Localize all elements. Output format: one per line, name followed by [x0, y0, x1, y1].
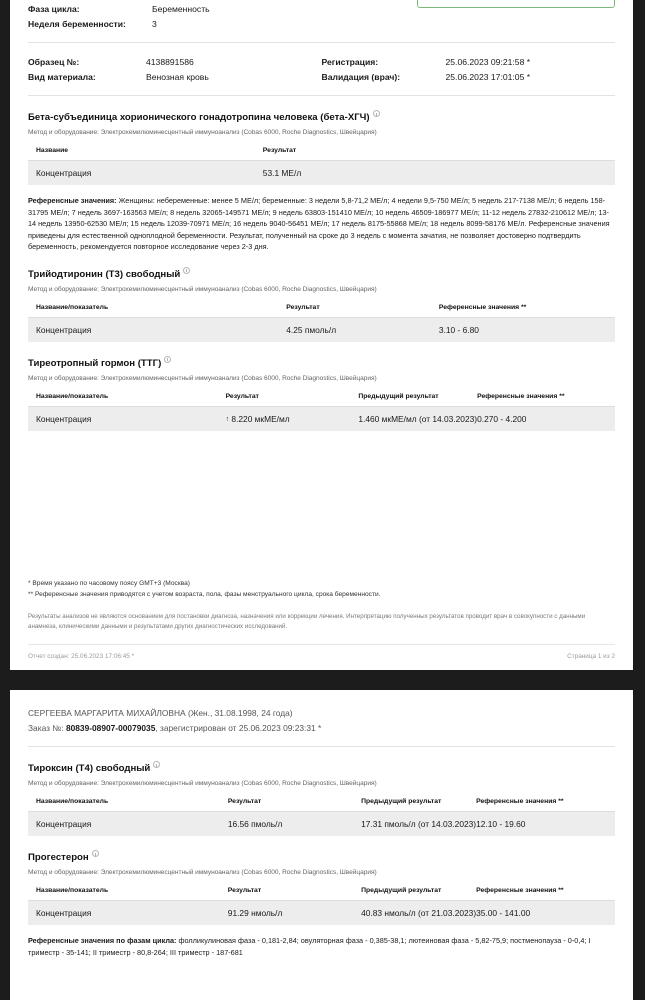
table-header-row [28, 147, 615, 161]
cycle-phase-value: Беременность [152, 4, 210, 14]
analyte-section-t3 [28, 253, 615, 342]
footnote-reference: ** Референсные значения приводятся с учетом возраста, пола, фазы менструального цикла, срока беременности. [28, 591, 381, 598]
phone-free-call-box [417, 0, 615, 8]
table-row [28, 317, 615, 342]
pregnancy-week-row [28, 17, 615, 32]
cell-name: Концентрация [28, 161, 263, 186]
sample-number-row [28, 55, 322, 70]
col-header-previous: Предыдущий результат [358, 393, 477, 407]
cell-previous: 1.460 мкМЕ/мл (от 14.03.2023) [358, 406, 477, 431]
table-header-row [28, 798, 615, 812]
table-header-row [28, 393, 615, 407]
cell-reference: 12.10 - 19.60 [476, 812, 615, 837]
analyte-title-hcg [28, 112, 615, 123]
table-row [28, 812, 615, 837]
sample-info-right [322, 55, 616, 85]
analyte-title-text: Трийодтиронин (Т3) свободный [28, 268, 181, 280]
info-icon[interactable] [164, 356, 171, 363]
col-header-reference: Референсные значения ** [476, 887, 615, 901]
cell-name: Концентрация [28, 406, 226, 431]
analyte-title-progesterone [28, 852, 615, 863]
order-label: Заказ №: [28, 723, 66, 733]
report-page-1 [10, 0, 633, 670]
divider [28, 644, 615, 645]
disclaimer-text: Результаты анализов не являются основанием для постановки диагноза, назначения или коррекции лечения. Интерпретацию полученных результатов проводит врач в совокупности с данными анамнеза, клиническими данными и результатами других диагностических исследований. [28, 613, 586, 630]
cell-result: 91.29 нмоль/л [228, 901, 361, 926]
results-table-t3 [28, 304, 615, 342]
material-label: Вид материала: [28, 72, 96, 82]
cell-result: 4.25 пмоль/л [286, 317, 439, 342]
cell-name: Концентрация [28, 812, 228, 837]
sample-number-value: 4138891586 [146, 57, 194, 67]
results-table-t4 [28, 798, 615, 836]
cell-result: 16.56 пмоль/л [228, 812, 361, 837]
reference-label: Референсные значения: [28, 196, 117, 205]
analyte-method-hcg: Метод и оборудование: Электрохемилюминесцентный иммуноанализ (Cobas 6000, Roche Diagnostics, Швейцария) [28, 129, 377, 136]
col-header-result: Результат [286, 304, 439, 318]
table-row [28, 901, 615, 926]
col-header-previous: Предыдущий результат [361, 798, 476, 812]
table-header-row [28, 887, 615, 901]
cell-result-value: 8.220 мкМЕ/мл [231, 413, 290, 424]
cell-result: 53.1 МЕ/л [263, 161, 615, 186]
col-header-name: Название/показатель [28, 393, 226, 407]
analyte-title-tsh [28, 358, 615, 369]
col-header-previous: Предыдущий результат [361, 887, 476, 901]
validation-label: Валидация (врач): [321, 72, 401, 82]
elevated-flag-icon: ↑ [225, 415, 230, 423]
col-header-name: Название/показатель [28, 304, 286, 318]
col-header-result: Результат [228, 798, 361, 812]
patient-name: СЕРГЕЕВА МАРГАРИТА МИХАЙЛОВНА (Жен., 31.08.1998, 24 года) [28, 708, 293, 718]
col-header-name: Название/показатель [28, 798, 228, 812]
analyte-title-t4 [28, 763, 615, 774]
order-number: 80839-08907-00079035 [65, 723, 156, 733]
col-header-result: Результат [226, 393, 359, 407]
analyte-title-text: Тироксин (Т4) свободный [28, 763, 151, 774]
order-info [28, 721, 615, 736]
col-header-name: Название/показатель [28, 887, 228, 901]
patient-info-block [28, 690, 615, 736]
col-header-name: Название [28, 147, 263, 161]
report-page-2 [10, 690, 633, 1000]
reference-paragraph-hcg [28, 195, 615, 253]
cell-result [226, 406, 359, 431]
info-icon[interactable] [373, 110, 380, 117]
results-table-progesterone [28, 887, 615, 925]
cell-previous: 17.31 пмоль/л (от 14.03.2023) [361, 812, 476, 837]
sample-number-label: Образец №: [28, 57, 80, 67]
col-header-reference: Референсные значения ** [439, 304, 615, 318]
footer-row [28, 653, 615, 660]
col-header-reference: Референсные значения ** [477, 393, 615, 407]
table-row [28, 406, 615, 431]
page-number-text: Страница 1 из 2 [567, 653, 615, 660]
analyte-method-progesterone: Метод и оборудование: Электрохемилюминесцентный иммуноанализ (Cobas 6000, Roche Diagnostics, Швейцария) [28, 869, 377, 876]
validation-value: 25.06.2023 17:01:05 * [445, 72, 531, 82]
material-value: Венозная кровь [146, 72, 209, 82]
footnote-timezone: * Время указано по часовому поясу GMT+3 (Москва) [28, 580, 190, 587]
table-header-row [28, 304, 615, 318]
analyte-title-text: Тиреотропный гормон (ТТГ) [28, 357, 162, 369]
analyte-title-t3 [28, 269, 615, 280]
analyte-section-hcg [28, 96, 615, 253]
cycle-phase-label: Фаза цикла: [28, 4, 80, 14]
table-row [28, 161, 615, 186]
results-table-hcg [28, 147, 615, 185]
analyte-section-progesterone [28, 836, 615, 958]
info-icon[interactable] [153, 761, 160, 768]
reference-text: Женщины: небеременные: менее 5 МЕ/л; беременные: 3 недели 5,8-71,2 МЕ/л; 4 недели 9,5-750 МЕ/л; 5 недель 217-7138 МЕ/л; 6 недель 158-31795 МЕ/л; 7 недель 3697-163563 МЕ/л; 8 недель 32065-149571 МЕ/л; 9 недель 63803-151410 МЕ/л; 10 недель 46509-186977 МЕ/л; 11-12 недель 27832-210612 МЕ/л; 13-14 недель 13950-62530 МЕ/л; 15 недель 12039-70971 МЕ/л; 16 недель 9040-56451 МЕ/л; 17 недель 8175-55868 МЕ/л; 18 недель 8099-58176 МЕ/л. Референсные значения приведены для естественной одноплодной беременности. Результат, полученный на сроке до 3 недель с момента зачатия, не позволяет достоверно подтвердить беременность, рекомендуется повторное исследование через 2-3 дня. [28, 196, 610, 252]
registration-value: 25.06.2023 09:21:58 * [445, 57, 531, 67]
col-header-result: Результат [263, 147, 615, 161]
reference-text: фолликулиновая фаза - 0,181-2,84; овуляторная фаза - 0,385-38,1; лютеиновая фаза - 5,82-75,9; постменопауза - 0-0,4; I триместр - 35-141; II триместр - 80,8-264; III триместр - 187-681 [28, 936, 591, 957]
analyte-section-t4 [28, 747, 615, 836]
cell-name: Концентрация [28, 901, 228, 926]
pregnancy-week-value: 3 [152, 19, 157, 29]
report-created-text: Отчет создан: 25.06.2023 17:06:45 * [28, 653, 135, 660]
col-header-result: Результат [228, 887, 361, 901]
results-table-tsh [28, 393, 615, 431]
cell-reference: 3.10 - 6.80 [439, 317, 615, 342]
cell-reference: 35.00 - 141.00 [476, 901, 615, 926]
pregnancy-week-label: Неделя беременности: [28, 19, 126, 29]
analyte-method-t4: Метод и оборудование: Электрохемилюминесцентный иммуноанализ (Cobas 6000, Roche Diagnostics, Швейцария) [28, 780, 377, 787]
sample-info-block [28, 43, 615, 85]
cell-reference: 0.270 - 4.200 [477, 406, 615, 431]
analyte-title-text: Бета-субъединица хорионического гонадотропина человека (бета-ХГЧ) [28, 112, 370, 123]
sample-info-left [28, 55, 322, 85]
validation-row [322, 70, 616, 85]
analyte-method-t3: Метод и оборудование: Электрохемилюминесцентный иммуноанализ (Cobas 6000, Roche Diagnostics, Швейцария) [28, 285, 377, 293]
material-row [28, 70, 322, 85]
reference-label: Референсные значения по фазам цикла: [28, 936, 177, 945]
cell-previous: 40.83 нмоль/л (от 21.03.2023) [361, 901, 476, 926]
info-icon[interactable] [183, 267, 190, 274]
registration-label: Регистрация: [321, 57, 379, 67]
cell-name: Концентрация [28, 317, 286, 342]
info-icon[interactable] [92, 850, 99, 857]
order-registered: , зарегистрирован от 25.06.2023 09:23:31 * [155, 723, 322, 733]
col-header-reference: Референсные значения ** [476, 798, 615, 812]
page1-footer [28, 578, 615, 660]
analyte-section-tsh [28, 342, 615, 431]
analyte-method-tsh: Метод и оборудование: Электрохемилюминесцентный иммуноанализ (Cobas 6000, Roche Diagnostics, Швейцария) [28, 374, 377, 382]
registration-row [322, 55, 616, 70]
analyte-title-text: Прогестерон [28, 852, 89, 863]
reference-paragraph-progesterone [28, 935, 615, 958]
